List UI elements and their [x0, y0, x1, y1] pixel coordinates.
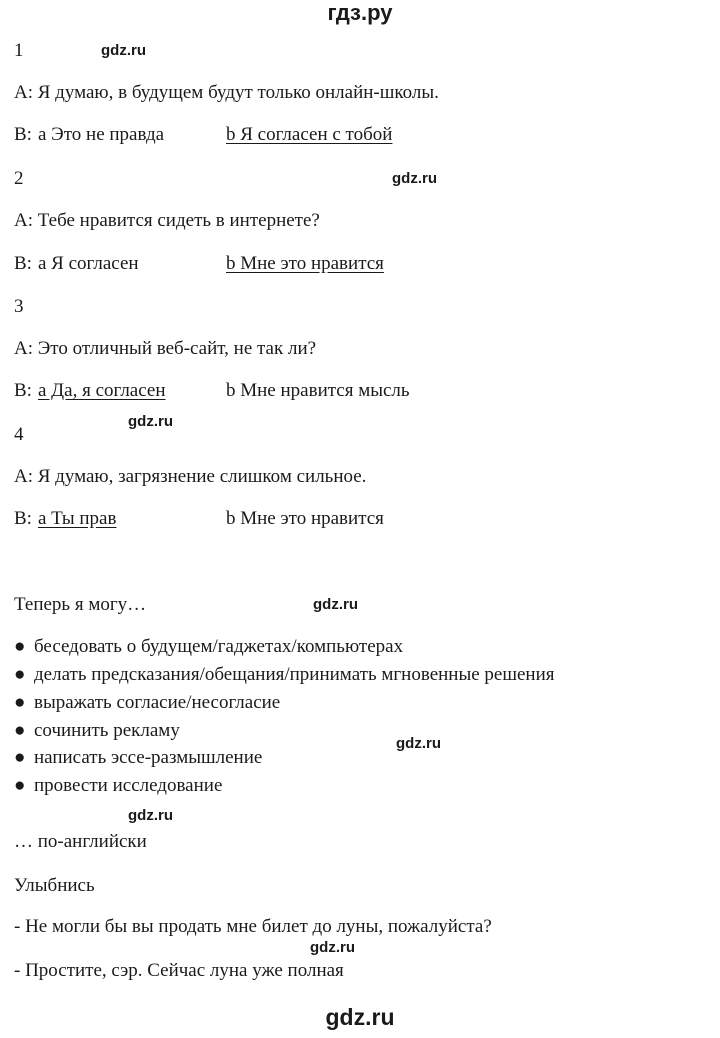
section-title-smile: Улыбнись	[14, 875, 95, 896]
option-b-answer: b Мне это нравится	[226, 253, 384, 274]
list-item: ● провести исследование	[14, 775, 223, 796]
site-footer: gdz.ru	[325, 1004, 395, 1030]
option-a: a Это не правда	[38, 124, 165, 145]
list-item: ● беседовать о будущем/гаджетах/компьютерах	[14, 636, 404, 657]
bullet-icon: ●	[14, 747, 26, 768]
watermark: gdz.ru	[313, 596, 358, 613]
site-header: гдз.ру	[327, 0, 393, 25]
list-item: ● выражать согласие/несогласие	[14, 692, 281, 713]
bullet-icon: ●	[14, 720, 26, 741]
option-a-answer: a Ты прав	[38, 508, 117, 529]
watermark: gdz.ru	[396, 735, 441, 752]
speaker-b-prefix: B:	[14, 124, 32, 145]
closing-line: … по-английски	[14, 831, 147, 852]
dialogue-number: 4	[14, 424, 24, 445]
speaker-b-prefix: B:	[14, 508, 32, 529]
speaker-b-prefix: B:	[14, 253, 32, 274]
dialogue-number: 1	[14, 40, 24, 61]
speaker-a-line: A: Я думаю, в будущем будут только онлайн-школы.	[14, 82, 439, 103]
list-item: ● написать эссе-размышление	[14, 747, 263, 768]
option-a-answer: a Да, я согласен	[38, 380, 166, 401]
joke-line: - Не могли бы вы продать мне билет до луны, пожалуйста?	[14, 916, 492, 937]
bullet-icon: ●	[14, 692, 26, 713]
bullet-icon: ●	[14, 664, 26, 685]
dialogue-number: 3	[14, 296, 24, 317]
option-b: b Мне это нравится	[226, 508, 384, 529]
watermark: gdz.ru	[310, 939, 355, 956]
speaker-a-line: A: Тебе нравится сидеть в интернете?	[14, 210, 320, 231]
list-item: ● сочинить рекламу	[14, 720, 180, 741]
section-title-now-i-can: Теперь я могу…	[14, 594, 147, 615]
list-item: ● делать предсказания/обещания/принимать мгновенные решения	[14, 664, 555, 685]
watermark: gdz.ru	[392, 170, 437, 187]
joke-line: - Простите, сэр. Сейчас луна уже полная	[14, 960, 344, 981]
speaker-b-prefix: B:	[14, 380, 32, 401]
watermark: gdz.ru	[128, 413, 173, 430]
dialogue-number: 2	[14, 168, 24, 189]
option-a: a Я согласен	[38, 253, 139, 274]
speaker-a-line: A: Это отличный веб-сайт, не так ли?	[14, 338, 317, 359]
speaker-a-line: A: Я думаю, загрязнение слишком сильное.	[14, 466, 367, 487]
option-b: b Мне нравится мысль	[226, 380, 410, 401]
option-b-answer: b Я согласен с тобой	[226, 124, 393, 145]
watermark: gdz.ru	[128, 807, 173, 824]
watermark: gdz.ru	[101, 42, 146, 59]
bullet-icon: ●	[14, 775, 26, 796]
bullet-icon: ●	[14, 636, 26, 657]
